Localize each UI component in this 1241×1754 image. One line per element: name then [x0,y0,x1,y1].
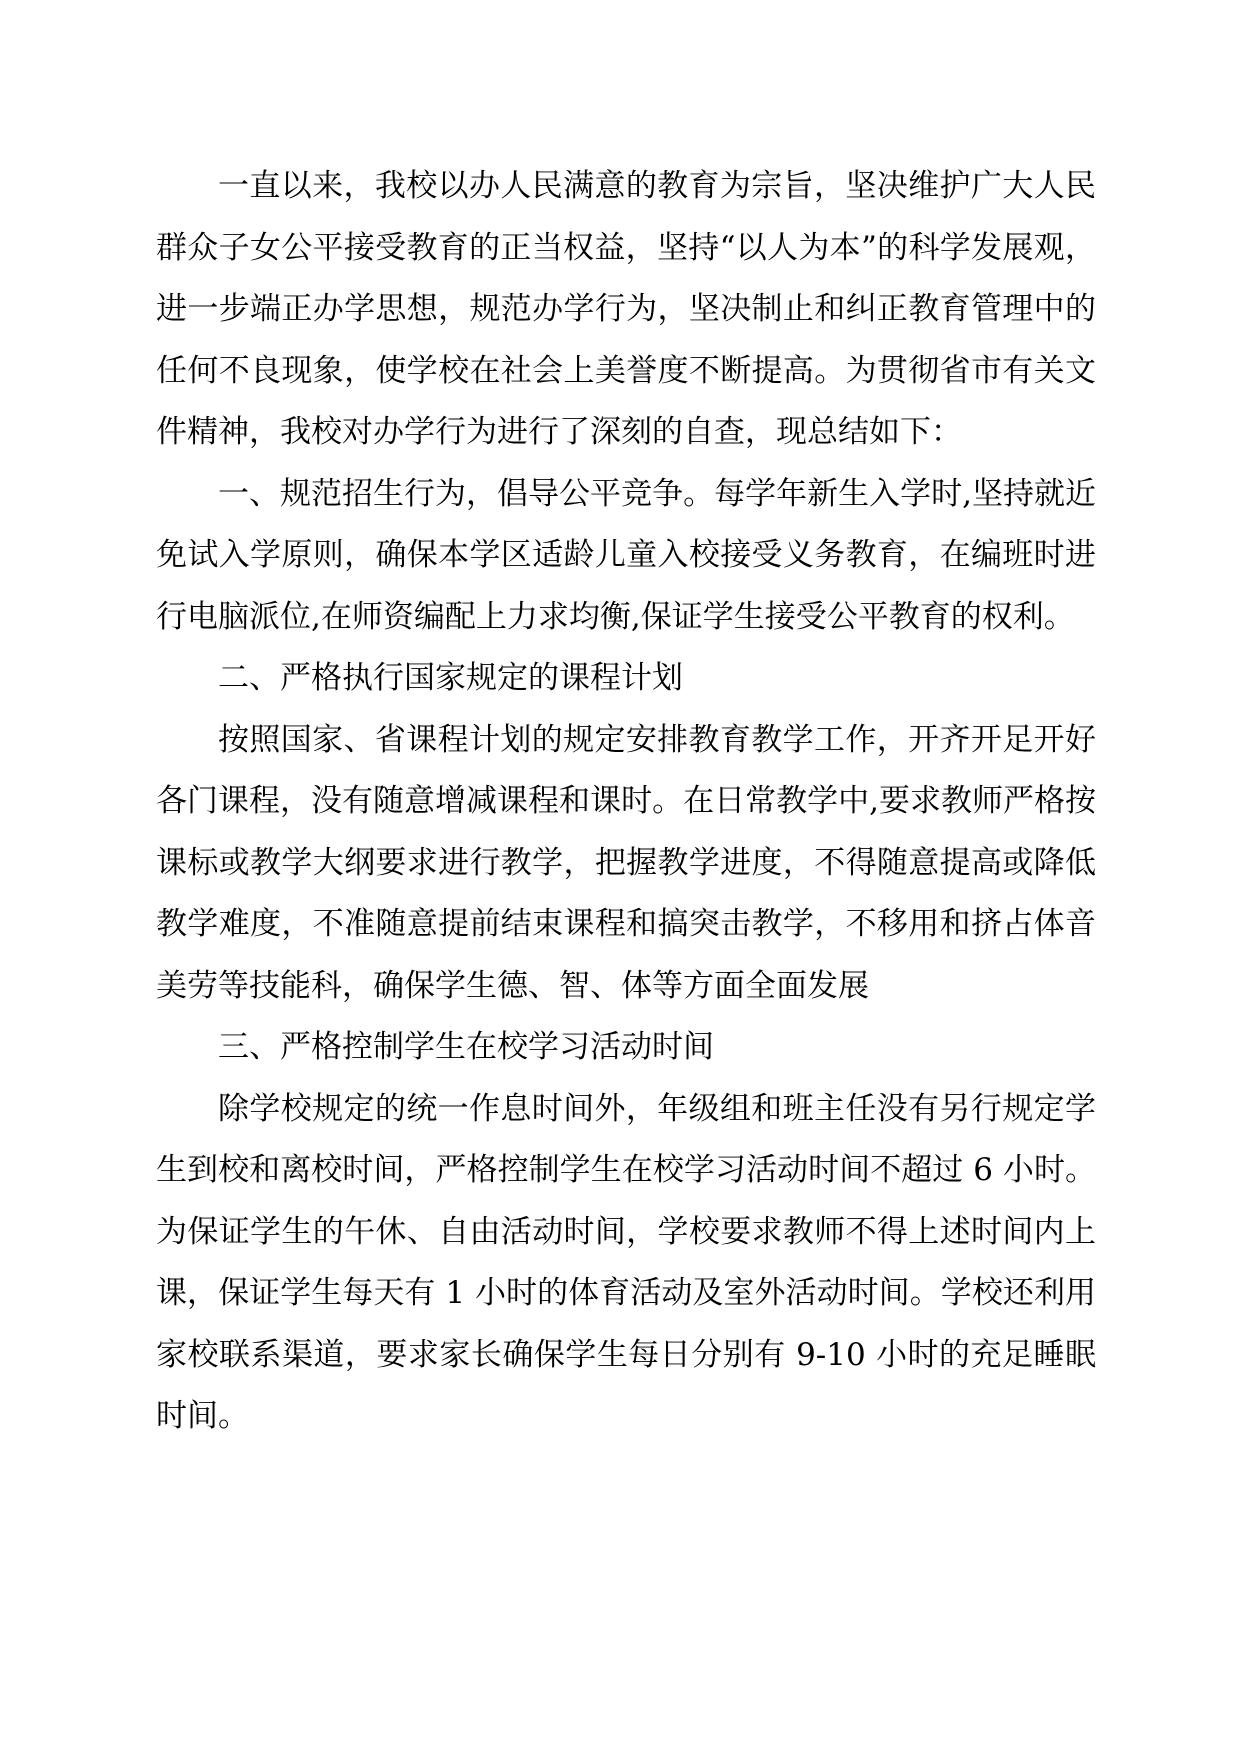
section-two-heading: 二、严格执行国家规定的课程计划 [218,660,683,696]
intro-paragraph: 一直以来，我校以办人民满意的教育为宗旨，坚决维护广大人民群众子女公平接受教育的正当权益，坚持“以人为本”的科学发展观，进一步端正办学思想，规范办学行为，坚决制止和纠正教育管理中的任何不良现象，使学校在社会上美誉度不断提高。为贯彻省市有关文件精神，我校对办学行为进行了深刻的自查，现总结如下： [156,168,1096,450]
section-three-paragraph: 除学校规定的统一作息时间外，年级组和班主任没有另行规定学生到校和离校时间，严格控制学生在校学习活动时间不超过 6 小时。为保证学生的午休、自由活动时间，学校要求教师不得上述时间内上课，保证学生每天有 1 小时的体育活动及室外活动时间。学校还利用家校联系渠道，要求家长确保学生每日分别有 9-10 小时的充足睡眠时间。 [156,1090,1096,1434]
section-one-paragraph: 一、规范招生行为，倡导公平竞争。每学年新生入学时,坚持就近免试入学原则，确保本学区适龄儿童入校接受义务教育，在编班时进行电脑派位,在师资编配上力求均衡,保证学生接受公平教育的权利。 [156,475,1096,635]
document-body [156,156,1096,1448]
section-three-heading: 三、严格控制学生在校学习活动时间 [218,1029,714,1065]
section-two-paragraph: 按照国家、省课程计划的规定安排教育教学工作，开齐开足开好各门课程，没有随意增减课程和课时。在日常教学中,要求教师严格按课标或教学大纲要求进行教学，把握教学进度，不得随意提高或降低教学难度，不准随意提前结束课程和搞突击教学，不移用和挤占体音美劳等技能科，确保学生德、智、体等方面全面发展 [156,721,1096,1004]
